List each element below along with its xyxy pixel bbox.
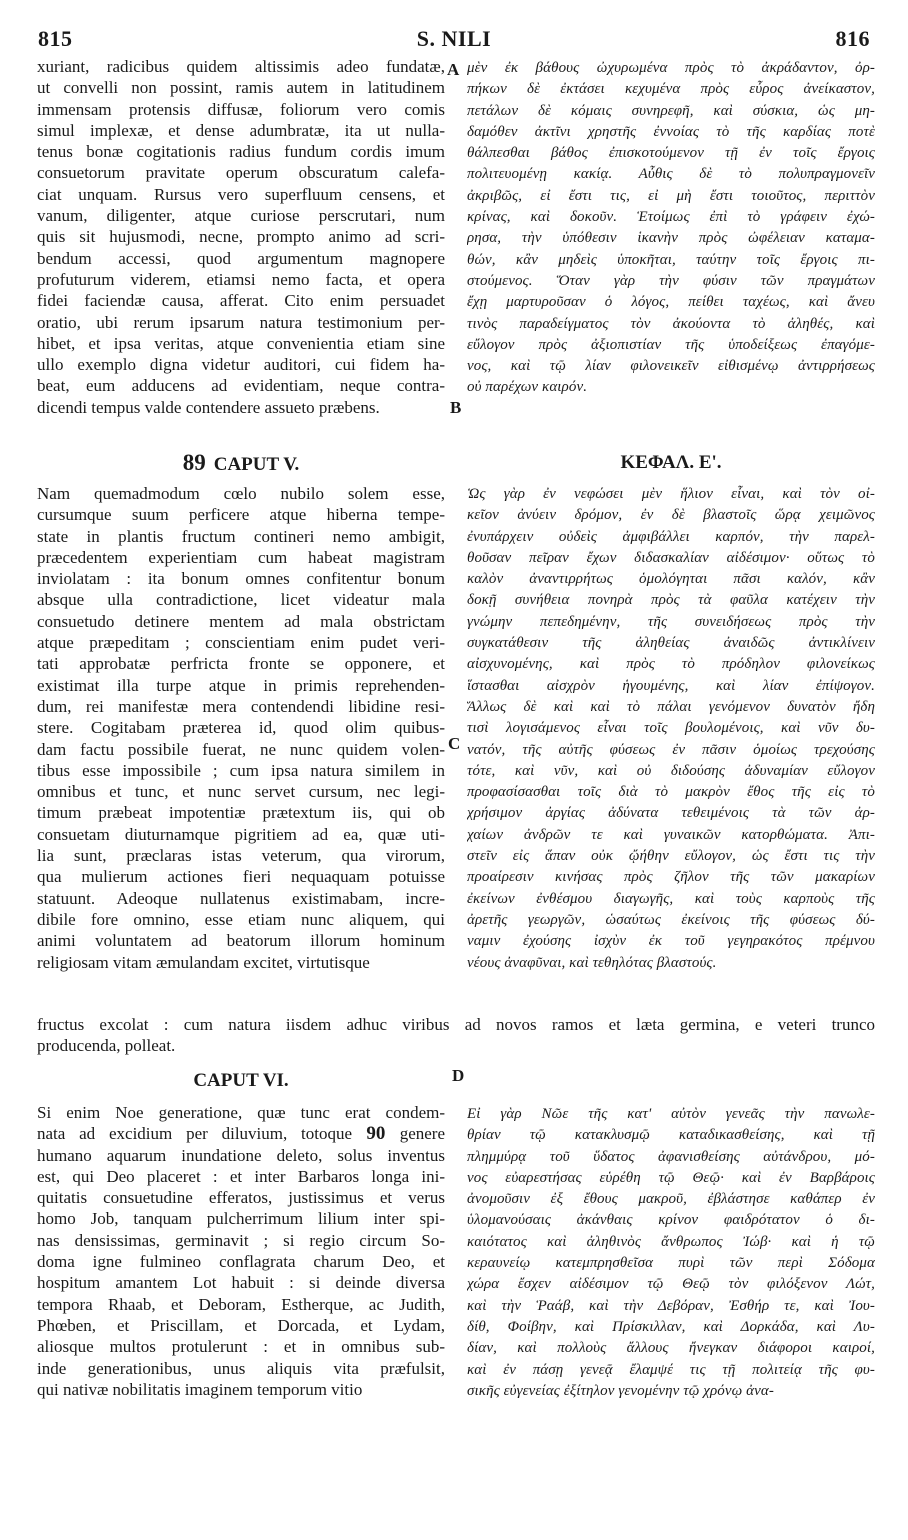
text-line: Phœben, et Priscillam, et Dorcada, et Lydam, — [37, 1315, 445, 1335]
text-line: consuetudo detinere mentem ad mala obstrictam — [37, 611, 445, 631]
text-line: νατόν, τῆς αὐτῆς φύσεως ἐν πᾶσιν ὁμοίως τρεχούσης — [467, 741, 875, 758]
text-line: cursumque suum perficere atque hiberna tempe- — [37, 505, 445, 525]
text-line: fidei faciendæ causa, afferat. Cito enim persuadet — [37, 291, 445, 311]
text-line: Ὡς γὰρ ἐν νεφώσει μὲν ἥλιον εἶναι, καὶ τὸν οἰ- — [467, 486, 875, 502]
text-line: γνώμην πεπεδημένην, τῆς συνειδήσεως πρὸς τὴν — [467, 613, 875, 630]
text-line: νος εὐαρεστήσας εὑρέθη τῷ Θεῷ· καὶ ἐν Βαρβάροις — [467, 1169, 875, 1186]
text-line: inviolatam : ita bonum omnes confitentur bonum — [37, 569, 445, 589]
text-line: χαίων ἀνδρῶν τε καὶ γυναικῶν κατορθώματα. Ἀπι- — [467, 826, 875, 843]
column-number-89: 89 — [182, 450, 206, 475]
margin-marker-d: D — [452, 1066, 465, 1085]
text-line: Si enim Noe generatione, quæ tunc erat condem- — [37, 1103, 445, 1122]
text-line: κεῖον ἀνύειν δρόμον, ἐν δὲ βλαστοῖς ὥρᾳ χειμῶνος — [467, 507, 875, 524]
text-line: producenda, polleat. — [37, 1036, 176, 1056]
text-line: ὑλομανούσαις ἀκάνθαις κρίνον φαιδρότατον ὁ δι- — [467, 1212, 875, 1229]
text-line: dicendi tempus valde contendere assueto præbens. — [37, 397, 380, 417]
text-line: καλὸν ἀναντιρρήτως ὁμολόγηται πᾶσι καλόν, κἂν — [467, 571, 875, 588]
greek-top-column — [467, 58, 875, 399]
text-line: tati approbatæ perfricta fronte se opponere, et — [37, 654, 445, 674]
text-line: inde generationibus, unus aliquis vita præfulsit, — [37, 1358, 445, 1378]
text-line: quis sit hujusmodi, necne, prompto animo ad scri- — [37, 227, 445, 247]
text-line: ρησα, τὴν ὑπόθεσιν ἱκανὴν πρὸς ὠφέλειαν καταμα- — [467, 230, 875, 247]
text-line: consuetam diuturnamque pigritiem ad ea, quæ uti- — [37, 824, 445, 844]
text-line: ἀρετῆς γεωργῶν, ὡσαύτως ἐκείνοις τῆς φύσεως δύ- — [467, 911, 875, 928]
text-line: statuunt. Adeoque nullatenus existimabam, incre- — [37, 888, 445, 908]
text-line: ἐνυπάρχειν οὐδεὶς ἀμφιβάλλει καρπόν, τὴν παρελ- — [467, 528, 875, 545]
margin-marker-a: A — [447, 60, 460, 79]
text-line: religiosam vitam æmulandam excitet, virtutisque — [37, 952, 370, 972]
text-line: καὶ ἐν πάσῃ γενεᾷ ἔλαμψέ τις τῇ πολιτείᾳ τῆς φυ- — [467, 1361, 875, 1378]
text-line: κεραυνείῳ κατεμπρησθεῖσα πυρὶ τῶν περὶ Σόδομα — [467, 1255, 875, 1272]
text-line: xuriant, radicibus quidem altissimis adeo fundatæ, — [37, 57, 445, 76]
text-line: οὐ παρέχων καιρόν. — [467, 379, 588, 396]
text-line: χώρα ἔσχεν αἰδέσιμον τῷ Θεῷ τὸν φιλόξενον Λώτ, — [467, 1276, 875, 1293]
text-line: præcedentem experientiam cum habeat magistram — [37, 547, 445, 567]
text-line: atque præpeditam ; conscientiam enim pudet veri- — [37, 633, 445, 653]
text-line: dam factu possibile fuerat, ne nunc quidem volen- — [37, 739, 445, 759]
text-line: χρήσιμον ἀργίας ἀδύνατα τεθειμένοις τὰ τῶν ἀρ- — [467, 805, 875, 822]
text-line: αἰσχυνομένης, καὶ πρὸς τὸ πρόδηλον φιλονείκως — [467, 656, 875, 673]
text-line: ναμιν ἐχούσης ἰσχὺν ἐκ τοῦ γεγηρακότος πρέμνου — [467, 933, 875, 950]
text-line: θρίαν τῷ κατακλυσμῷ καταδικασθείσης, καὶ τῇ — [467, 1127, 875, 1144]
text-line: προφασίσασθαι τοῖς διὰ τὸ μακρὸν ἔθος τῆς εἰς τὸ — [467, 784, 875, 801]
margin-marker-b: B — [450, 398, 462, 417]
greek-caput-v-column — [467, 484, 875, 974]
text-line: καὶ τὴν Ῥαάβ, καὶ τὴν Δεβόραν, Ἐσθήρ τε, καὶ Ἰου- — [467, 1297, 875, 1314]
text-line: τισὶ λογισάμενος εἶναι τοῖς βουλομένοις, καὶ νῦν δυ- — [467, 720, 875, 737]
text-line: στεῖν εἰς ἅπαν οὐκ ᾤήθην εὔλογον, ὡς ἔστι τις τὴν — [467, 848, 875, 865]
text-line: δοκῇ συνήθεια πονηρὰ πρὸς τὰ φαῦλα κατέχειν τὴν — [467, 592, 875, 609]
latin-top-column — [37, 56, 445, 418]
text-line: δίθ, Φοίβην, καὶ Πρίσκιλλαν, καὶ Δορκάδα, καὶ Λυ- — [467, 1318, 875, 1335]
text-line: tenus bonæ cogitationis radius fundum cordis imum — [37, 142, 445, 162]
latin-caput-vi-column — [37, 1102, 445, 1400]
text-line: existimat illa turpe atque in primis reprehenden- — [37, 675, 445, 695]
text-line: νέους ἀναφῦναι, καὶ τεθηλότας βλαστούς. — [467, 954, 717, 971]
text-line: ἀκριβῶς, εἰ ἔστι τις, εἰ μὴ ἔστι τοιοῦτος, περιττὸν — [467, 187, 875, 204]
text-line: nas densissimas, germinavit ; si regio circum So- — [37, 1230, 445, 1250]
text-line: consuetorum pravitate operum obscuratum calefa- — [37, 163, 445, 183]
text-line: dum, rei manifestæ mera contendendi libidine resi- — [37, 696, 445, 716]
text-line: Nam quemadmodum cœlo nubilo solem esse, — [37, 484, 445, 503]
text-line: quitatis consuetudine efferatos, justissimus et verus — [37, 1188, 445, 1208]
text-line: animi voluntatem ad beatorum illorum hominum — [37, 931, 445, 951]
text-line: fructus excolat : cum natura iisdem adhuc viribus ad novos ramos et læta germina, e veteri trunco — [37, 1015, 875, 1034]
text-line: absque ulla contradictione, licet videatur mala — [37, 590, 445, 610]
text-line: simul implexæ, et dense adumbratæ, ita ut nulla- — [37, 120, 445, 140]
text-line: est, qui Deo placeret : et inter Barbaros longa ini- — [37, 1166, 445, 1186]
text-line: qua mulierum actiones fieri nequaquam potuisse — [37, 867, 445, 887]
text-line: καιότατος καὶ ἀληθινὸς ἄνθρωπος Ἰώβ· καὶ ἡ τῷ — [467, 1233, 875, 1250]
text-line: πήκων δὲ ἐκτάσει κεχυμένα πρὸς εὖρος ἀνείκαστον, — [467, 81, 875, 98]
text-line: δίαν, καὶ πολλοὺς ἄλλους ἤνεγκαν διάφοροι καιροί, — [467, 1340, 875, 1357]
text-line: omnibus et tunc, et nunc servet cursum, nec legi- — [37, 782, 445, 802]
text-line: bendum accessi, quod argumentum magnopere — [37, 248, 445, 268]
text-line: lia sunt, præclaras istas veterum, qua virorum, — [37, 846, 445, 866]
right-page-number: 816 — [835, 26, 870, 51]
text-line: state in plantis fructum contineri nemo ambigit, — [37, 526, 445, 546]
text-line: tibus esse impossibile ; cum ipsa natura similem in — [37, 760, 445, 780]
text-line: tempora Rhaab, et Deboram, Estherque, ac Judith, — [37, 1294, 445, 1314]
text-line: aliosque multos protulerunt : et in omnibus sub- — [37, 1337, 445, 1357]
caput-v-title: CAPUT V. — [213, 454, 300, 475]
text-line: immensam protensis diffusæ, foliorum vero comis — [37, 99, 445, 119]
text-line: ἐκείνων ἐνθέσμου διαγωγῆς, καὶ τοὺς καρποὺς τῆς — [467, 890, 875, 907]
text-line: συγκατάθεσιν τῆς ἀληθείας ἀναιδῶς ἀντικλίνειν — [467, 635, 875, 652]
caput-v-heading — [37, 450, 445, 476]
running-title: S. NILI — [416, 26, 492, 51]
text-line: προαίρεσιν κινήσας πρὸς ζῆλον τῆς τῶν μακαρίων — [467, 869, 875, 886]
text-line: doma igne fulmineo conflagrata charum Deo, et — [37, 1252, 445, 1272]
text-line: στούμενος. Ὅταν γὰρ τὴν φύσιν τῶν πραγμάτων — [467, 272, 875, 289]
text-line: qui nativæ nobilitatis imaginem temporum vitio — [37, 1379, 363, 1399]
margin-marker-c: C — [448, 734, 461, 753]
text-word: genere — [399, 1124, 445, 1144]
text-line: Ἄλλως δὲ καὶ καὶ τὸ πάλαι γενόμενον δυνατὸν ἤδη — [467, 698, 875, 715]
text-line: θοῦσαν πεῖραν ἔχων διδασκαλίαν αἰδέσιμον· οὕτως τὸ — [467, 549, 875, 566]
text-line: πετάλων δὲ κόμαις συνηρεφῆ, καὶ σύσκια, ὡς μη- — [467, 102, 875, 119]
text-line: vanum, diligenter, atque curiose perscrutari, num — [37, 206, 445, 226]
text-line: dibile fore omnino, esse etiam nunc aliquem, qui — [37, 909, 445, 929]
text-line: ullo exemplo digna videtur auditori, cui fidem ha- — [37, 355, 445, 375]
text-line: ἔχῃ μαρτυροῦσαν ὁ λόγος, πείθει ταχέως, καὶ ἄνευ — [467, 294, 875, 311]
greek-caput-vi-column — [467, 1104, 875, 1402]
text-line: homo Job, tanquam pulcherrimum lilium inter spi- — [37, 1209, 445, 1229]
latin-caput-v-column — [37, 483, 445, 973]
text-line: hospitum amantem Lot habuit : si deinde diversa — [37, 1273, 445, 1293]
text-line: κρίνας, καὶ δοκοῦν. Ἑτοίμως ἐπὶ τὸ γράφειν ἐχώ- — [467, 209, 875, 226]
text-line: πλημμύρᾳ τοῦ ὕδατος ἀφανισθείσης αὐτάνδρου, μό- — [467, 1148, 875, 1165]
text-line: timum præbeat impotentiæ prætextum iis, qui ob — [37, 803, 445, 823]
text-line: ciat unquam. Rursus vero superfluum censens, et — [37, 184, 445, 204]
text-line: ut convelli non possint, ramis autem in latitudinem — [37, 78, 445, 98]
column-number-90: 90 — [352, 1123, 400, 1145]
text-line: σικῆς εὐγενείας ἐξίτηλον γενομένην τῷ χρόνῳ ἀνα- — [467, 1382, 774, 1399]
text-line: δαμόθεν ἀκτῖνι χρηστῆς ἐννοίας τὸ τῆς καρδίας ποτὲ — [467, 123, 875, 140]
text-line: ἵστασθαι αἰσχρὸν ἡγουμένης, καὶ λίαν ἐπίψογον. — [467, 677, 875, 694]
text-line: nata ad excidium per diluvium, totoque 90 genere — [37, 1123, 445, 1145]
text-line: Εἰ γὰρ Νῶε τῆς κατ' αὐτὸν γενεᾶς τὴν πανωλε- — [467, 1106, 875, 1122]
full-width-line — [37, 1014, 875, 1057]
text-line: ἀνομοῦσιν ἐξ ἔθους μακροῦ, ἐβλάστησε καθάπερ ἐν — [467, 1191, 875, 1208]
text-line: hibet, et ipsa veritas, atque convenientia etiam sine — [37, 333, 445, 353]
text-line: πολιτευομένῃ κακίᾳ. Αὖθις δὲ τὸ πολυπραγμονεῖν — [467, 166, 875, 183]
text-line: μὲν ἐκ βάθους ὠχυρωμένα πρὸς τὸ ἀκράδαντον, ὀρ- — [467, 60, 875, 76]
caput-vi-heading: CAPUT VI. — [193, 1070, 289, 1091]
text-line: humano aquarum inundatione deleto, solus inventus — [37, 1145, 445, 1165]
text-line: τινὸς παραδείγματος τὸν ἀκούοντα τὸ ἀληθές, καὶ — [467, 315, 875, 332]
text-line: stere. Cogitabam præterea id, quod olim quibus- — [37, 718, 445, 738]
text-line: profuturum viderem, etiamsi nemo facta, et opera — [37, 269, 445, 289]
kephal-e-heading: ΚΕΦΑΛ. Ε'. — [620, 452, 722, 473]
text-line: θάλπεσθαι βάθος ἐπισκοτούμενον τῇ ἐν τοῖς ἔργοις — [467, 145, 875, 162]
text-line: oratio, ubi rerum ipsarum natura testimonium per- — [37, 312, 445, 332]
text-line: εὔλογον πρὸς ἀξιοπιστίαν τῆς ὑποδείξεως ἐπαγόμε- — [467, 336, 875, 353]
text-line: τότε, καὶ νῦν, καὶ οὐ διδούσης ἀδυναμίαν εὔλογον — [467, 762, 875, 779]
text-line: beat, eum adducens ad evidentiam, neque contra- — [37, 376, 445, 396]
text-line: νος, καὶ τῷ λίαν φιλονεικεῖν εἰθισμένῳ ἀντιρρήσεως — [467, 358, 875, 375]
left-page-number: 815 — [38, 26, 73, 51]
text-line: θών, κἂν μηδεὶς ὑποκῆται, ταύτην τοῖς ἔργοις πι- — [467, 251, 875, 268]
